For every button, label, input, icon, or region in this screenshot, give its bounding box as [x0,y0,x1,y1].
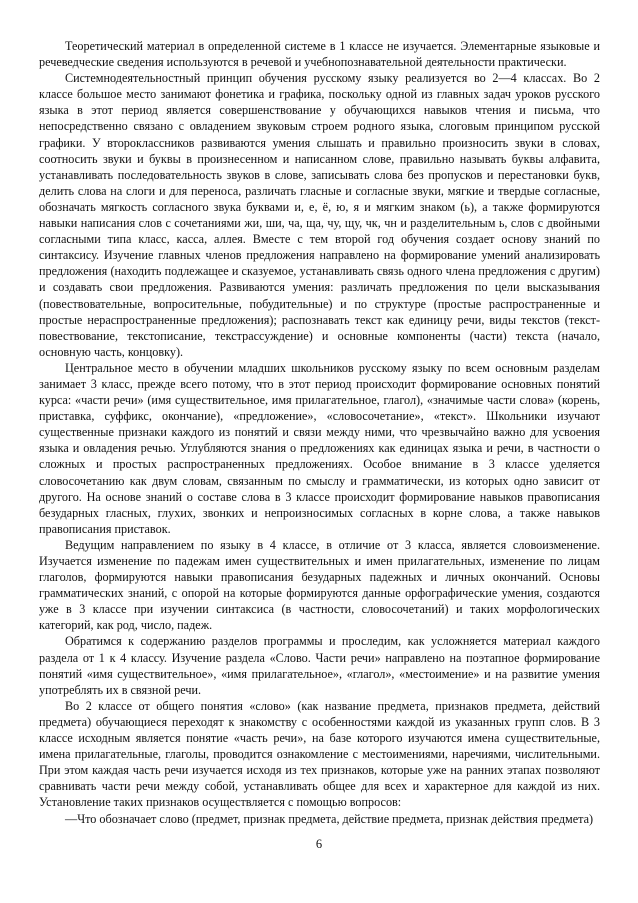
paragraph: Ведущим направлением по языку в 4 классе, в отличие от 3 класса, является словоизменение. Изучается изменение по падежам имен существительных и имен прилагательных, изменение по лицам глаголов, формируются навыки правописания безударных падежных и личных окончаний. Основы грамматических знаний, с опорой на которые формируются данные орфографические умения, создаются уже в 3 классе при изучении синтаксиса (в частности, словосочетаний) и таких морфологических категорий, как род, число, падеж. [39,537,600,633]
paragraph: Системнодеятельностный принцип обучения русскому языку реализуется во 2—4 классах. Во 2 классе большое место занимают фонетика и графика, поскольку одной из главных задач уроков русского языка в этот период является совершенствование у обучающихся навыков чтения и письма, что непосредственно связано с овладением звуковым строем родного языка, слоговым принципом русской графики. У второклассников развиваются умения слышать и правильно произносить звуки в словах, соотносить звуки и буквы в произнесенном и написанном слове, правильно называть буквы алфавита, устанавливать последовательность звуков в слове, записывать слова без пропусков и перестановки букв, делить слова на слоги и для переноса, различать гласные и согласные звуки, мягкие и твердые согласные, обозначать мягкость согласного звука буквами и, е, ё, ю, я и мягким знаком (ь), а также формируются навыки написания слов с сочетаниями жи, ши, ча, ща, чу, щу, чк, чн и разделительным ь, слов с двойными согласными типа класс, касса, аллея. Вместе с тем второй год обучения создает основу знаний по синтаксису. Изучение главных членов предложения направлено на формирование умений анализировать предложения (находить подлежащее и сказуемое, устанавливать связь одного члена предложения с другим) и создавать свои предложения. Развиваются умения: различать предложения по цели высказывания (повествовательные, вопросительные, побудительные) и по структуре (простые распространенные и простые нераспространенные предложения); распознавать текст как единицу речи, виды текстов (текст-повествование, текстописание, текстрассуждение) и основные компоненты (части) текста (начало, основную часть, концовку). [39,71,600,359]
paragraph: —Что обозначает слово (предмет, признак предмета, действие предмета, признак действия предмета) [65,811,594,826]
paragraph: Обратимся к содержанию разделов программы и проследим, как усложняется материал каждого раздела от 1 к 4 классу. Изучение раздела «Слово. Части речи» направлено на поэтапное формирование понятий «имя существительное», «имя прилагательное», «глагол», «местоимение» и на развитие умения употреблять их в связной речи. [39,634,600,697]
paragraph: Во 2 классе от общего понятия «слово» (как название предмета, признаков предмета, действий предмета) обучающиеся переходят к знакомству с особенностями каждой из указанных групп слов. В 3 классе исходным является понятие «часть речи», на базе которого изучаются имена существительные, имена прилагательные, глаголы, проводится ознакомление с местоимениями, наречиями, числительными. При этом каждая часть речи изучается исходя из тех признаков, которые уже на ранних этапах позволяют сравнивать части речи между собой, устанавливать общее для всех и характерное для каждой из них. Установление таких признаков осуществляется с помощью вопросов: [39,698,600,810]
paragraph: Центральное место в обучении младших школьников русскому языку по всем основным разделам занимает 3 класс, прежде всего потому, что в этот период происходит формирование основных понятий курса: «части речи» (имя существительное, имя прилагательное, глагол), «значимые части слова» (корень, приставка, суффикс, окончание), «предложение», «словосочетание», «текст». Школьники изучают существенные признаки каждого из понятий и связи между ними, что чрезвычайно важно для усвоения языка и овладения речью. Углубляются знания о предложениях как единицах языка и речи, в частности о сложных и простых распространенных предложениях. Особое внимание в 3 классе уделяется словосочетанию как двум словам, связанным по смыслу и грамматически, из которых одно зависит от другого. На основе знаний о составе слова в 3 классе происходит формирование навыков правописания безударных гласных, глухих, звонких и непроизносимых согласных в корне слова, а также навыков правописания приставок. [39,360,600,536]
page-body [39,38,600,827]
page-number: 6 [315,837,323,851]
paragraph: Теоретический материал в определенной системе в 1 классе не изучается. Элементарные языковые и речеведческие сведения используются в речевой и учебнопознавательной деятельности практически. [39,39,600,70]
